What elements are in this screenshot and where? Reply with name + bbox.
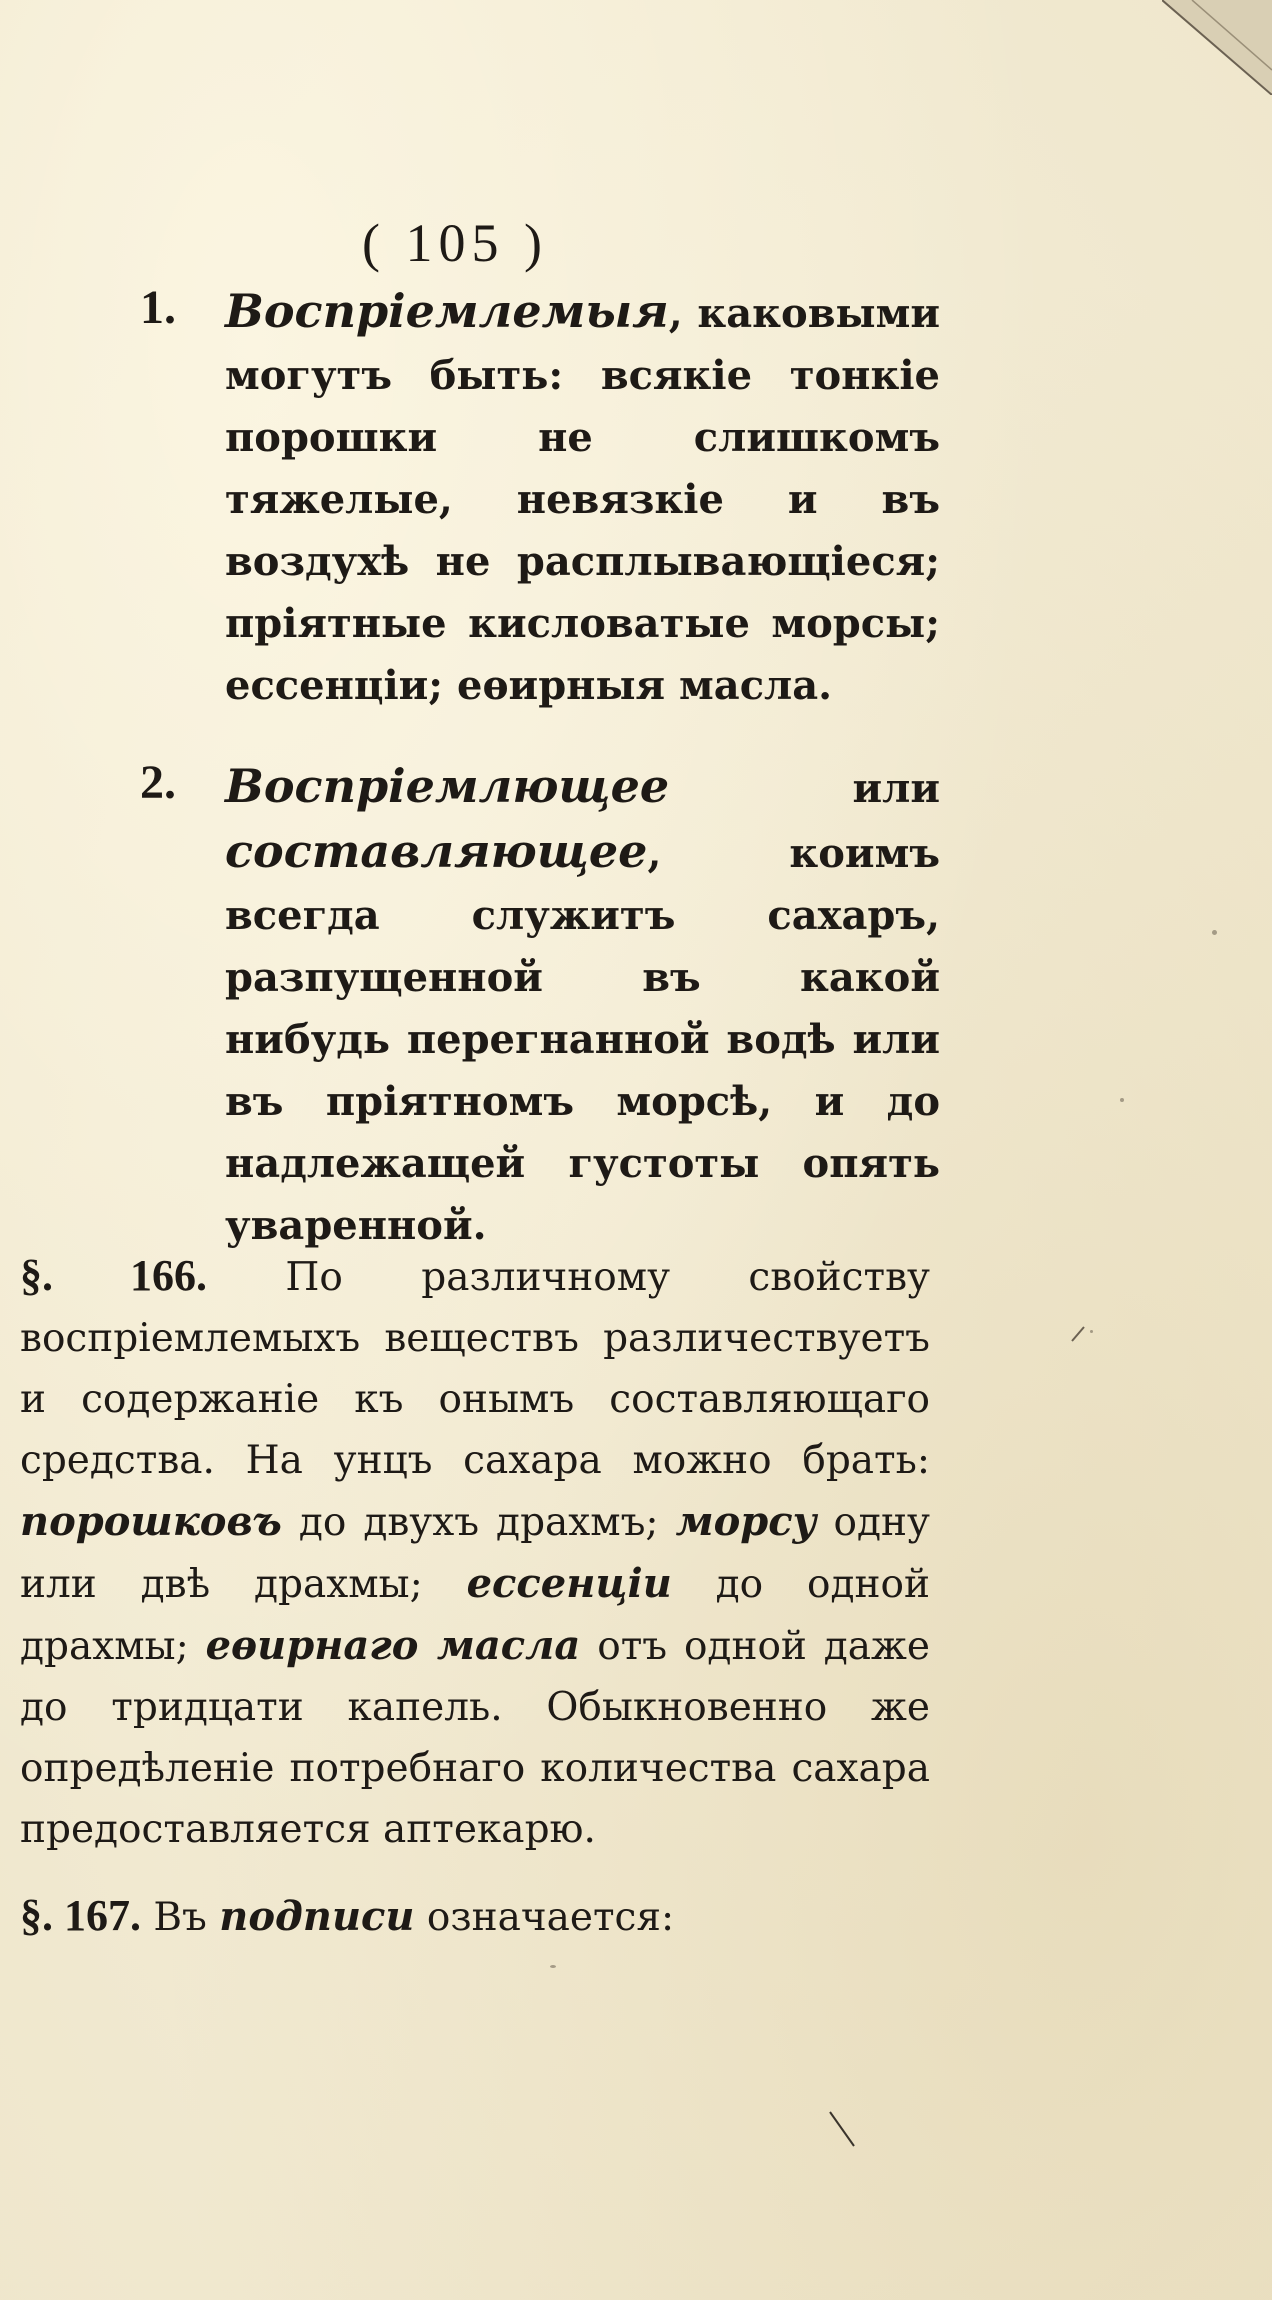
paragraph-text: означается: [414, 1895, 675, 1940]
section-number: §. 166. [20, 1251, 207, 1300]
paragraph-text: одну или двѣ драхмы; [20, 1500, 930, 1607]
list-item [140, 280, 940, 717]
emphasis-essence: ессенціи [466, 1560, 672, 1607]
page-corner-fold [1162, 0, 1272, 95]
paper-scratch [828, 2110, 858, 2150]
list-item-text [225, 280, 940, 717]
emphasis-signature: подписи [219, 1893, 415, 1940]
list-item-description: , каковыми могутъ быть: всякіе тонкіе порошки не слишкомъ тяжелые, невязкіе и въ воздухѣ не расплывающіеся; пріятные кисловатые морсы; ессенціи; еѳирныя масла. [225, 290, 940, 709]
list-item-term-alt: составляющее [225, 824, 648, 878]
paragraph-167 [20, 1885, 930, 1948]
paper-speck [550, 1965, 556, 1968]
paragraph-text: отъ одной даже до тридцати капель. Обыкновенно же опредѣленіе потребнаго количества сахара предоставляется аптекарю. [20, 1624, 930, 1852]
paragraph-166 [20, 1245, 930, 1860]
list-item-term: Воспріемлющее [225, 759, 670, 813]
paper-speck [1090, 1330, 1093, 1333]
paragraph-text: По различному свойству воспріемлемыхъ веществъ различествуетъ и содержаніе къ онымъ составляющаго средства. На унцъ сахара можно брать: [20, 1255, 930, 1483]
list-item-marker: 2. [140, 756, 176, 809]
list-item-description: , коимъ всегда служитъ сахаръ, разпущенной въ какой нибудь перегнанной водѣ или въ пріятномъ морсѣ, и до надлежащей густоты опять уваренной. [225, 830, 940, 1249]
page-number: ( 105 ) [362, 213, 548, 273]
section-number: §. 167. [20, 1891, 141, 1940]
list-item-connector: или [669, 765, 940, 812]
list-item-term: Воспріемлемыя [225, 284, 669, 338]
paper-speck [1212, 930, 1217, 935]
paper-scratch [1068, 1325, 1088, 1343]
emphasis-powders: порошковъ [20, 1498, 282, 1545]
paragraph-text: до одной драхмы; [20, 1562, 930, 1669]
emphasis-ether-oil: еѳирнаго масла [205, 1622, 581, 1669]
emphasis-juice: морсу [675, 1498, 817, 1545]
list-item-marker: 1. [140, 281, 176, 334]
paper-speck [1120, 1098, 1124, 1102]
list-item [140, 755, 940, 1257]
paragraph-text: до двухъ драхмъ; [281, 1500, 676, 1545]
list-item-text [225, 755, 940, 1257]
paragraph-text: Въ [141, 1895, 220, 1940]
